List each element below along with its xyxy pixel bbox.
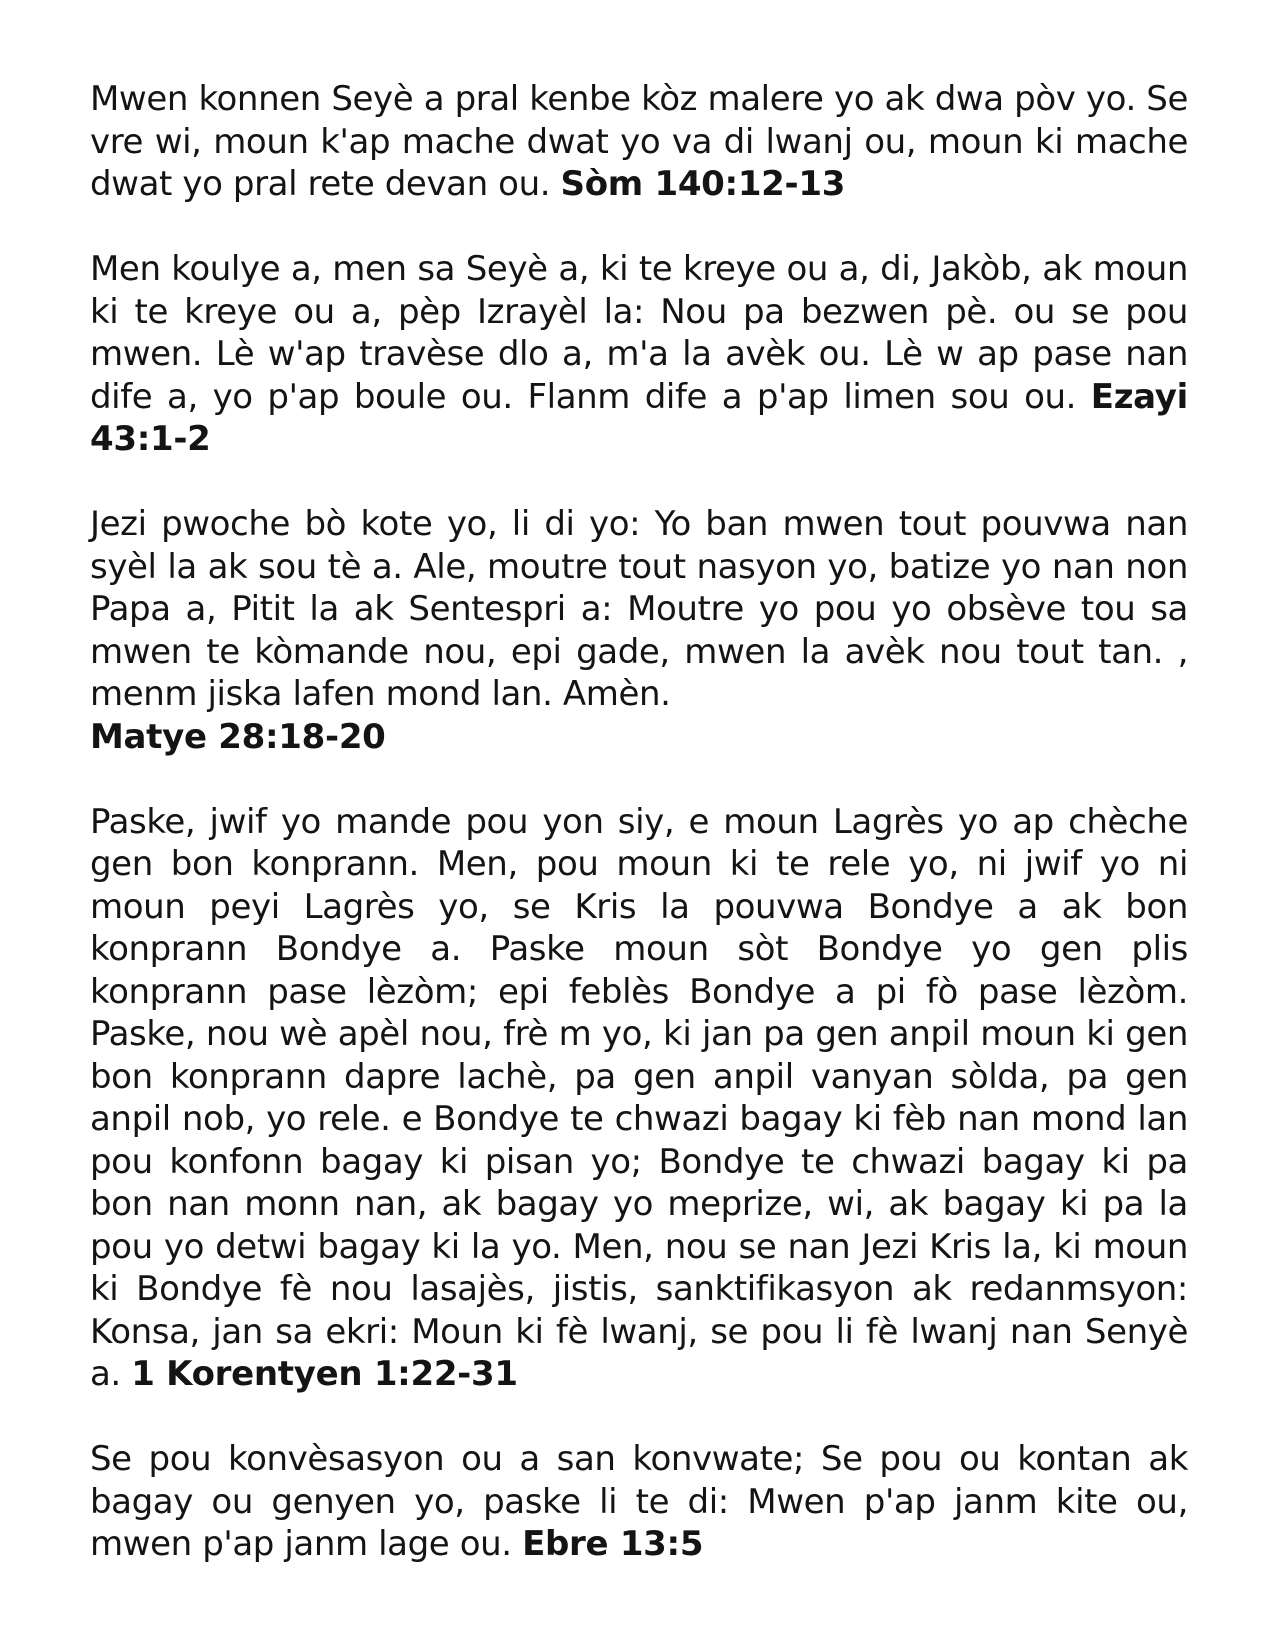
- passage-psalm: [90, 78, 1188, 206]
- verse-reference: Ezayi 43:1-2: [90, 376, 1188, 459]
- passage-text: Mwen konnen Seyè a pral kenbe kòz malere yo ak dwa pòv yo. Se vre wi, moun k'ap mache dwat yo va di lwanj ou, moun ki mache dwat yo pral rete devan ou.: [90, 79, 1188, 204]
- passage-corinthians: [90, 801, 1188, 1396]
- passage-hebrews: [90, 1438, 1188, 1566]
- passage-matthew: [90, 503, 1188, 758]
- scripture-text-body: [90, 78, 1188, 1566]
- passage-text: Jezi pwoche bò kote yo, li di yo: Yo ban mwen tout pouvwa nan syèl la ak sou tè a. Ale, moutre tout nasyon yo, batize yo nan non Papa a, Pitit la ak Sentespri a: Moutre yo pou yo obsève tou sa mwen te kòmande nou, epi gade, mwen la avèk nou tout tan. , menm jiska lafen mond lan. Amèn.: [90, 504, 1188, 714]
- passage-text: Paske, jwif yo mande pou yon siy, e moun Lagrès yo ap chèche gen bon konprann. Men, pou moun ki te rele yo, ni jwif yo ni moun peyi Lagrès yo, se Kris la pouvwa Bondye a ak bon konprann Bondye a. Paske moun sòt Bondye yo gen plis konprann pase lèzòm; epi feblès Bondye a pi fò pase lèzòm. Paske, nou wè apèl nou, frè m yo, ki jan pa gen anpil moun ki gen bon konprann dapre lachè, pa gen anpil vanyan sòlda, pa gen anpil nob, yo rele. e Bondye te chwazi bagay ki fèb nan mond lan pou konfonn bagay ki pisan yo; Bondye te chwazi bagay ki pa bon nan monn nan, ak bagay yo meprize, wi, ak bagay ki pa la pou yo detwi bagay ki la yo. Men, nou se nan Jezi Kris la, ki moun ki Bondye fè nou lasajès, jistis, sanktifikasyon ak redanmsyon: Konsa, jan sa ekri: Moun ki fè lwanj, se pou li fè lwanj nan Senyè a.: [90, 801, 1188, 1394]
- verse-reference: Sòm 140:12-13: [560, 164, 846, 204]
- verse-reference: 1 Korentyen 1:22-31: [131, 1354, 518, 1394]
- passage-text: Men koulye a, men sa Seyè a, ki te kreye ou a, di, Jakòb, ak moun ki te kreye ou a, pèp Izrayèl la: Nou pa bezwen pè. ou se pou mwen. Lè w'ap travèse dlo a, m'a la avèk ou. Lè w ap pase nan dife a, yo p'ap boule ou. Flanm dife a p'ap limen sou ou.: [90, 249, 1188, 417]
- verse-reference: Matye 28:18-20: [90, 716, 386, 757]
- passage-isaiah: [90, 248, 1188, 461]
- verse-reference: Ebre 13:5: [522, 1524, 704, 1564]
- passage-text: Se pou konvèsasyon ou a san konvwate; Se pou ou kontan ak bagay ou genyen yo, paske li te di: Mwen p'ap janm kite ou, mwen p'ap janm lage ou.: [90, 1439, 1188, 1564]
